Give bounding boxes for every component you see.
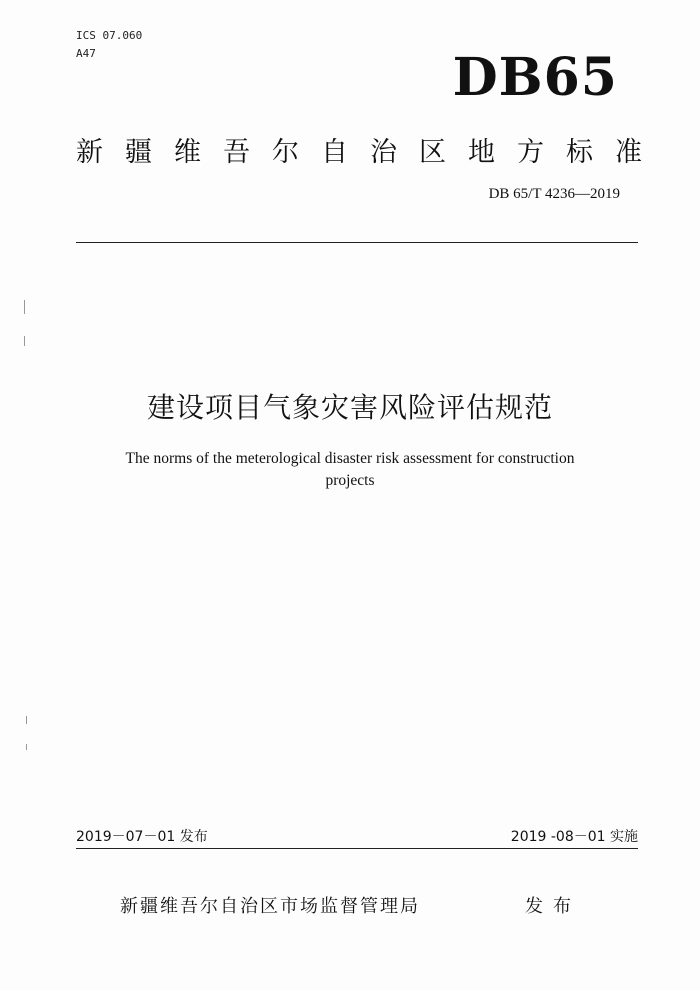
- title-english: [90, 448, 610, 492]
- standard-number: DB 65/T 4236—2019: [488, 186, 620, 202]
- standard-type-char: 吾: [223, 137, 250, 168]
- scan-speck: [24, 336, 25, 346]
- standard-type-char: 区: [419, 137, 446, 168]
- standard-type-char: 治: [370, 137, 397, 168]
- issue-label: 发布: [525, 896, 581, 917]
- standard-type-char: 自: [321, 137, 348, 168]
- standard-type-char: 疆: [125, 137, 152, 168]
- title-english-line2: projects: [325, 472, 375, 489]
- title-english-line1: The norms of the meterological disaster risk assessment for construction: [125, 450, 575, 467]
- standard-type-char: 地: [468, 137, 495, 168]
- title-chinese: 建设项目气象灾害风险评估规范: [146, 391, 553, 424]
- standard-type-char: 维: [174, 137, 201, 168]
- bottom-divider: [76, 848, 638, 849]
- standard-type-char: 标: [566, 137, 593, 168]
- top-divider: [76, 242, 638, 243]
- standard-type-char: 新: [76, 137, 103, 168]
- scan-speck: [24, 300, 25, 314]
- scan-speck: [26, 716, 27, 724]
- scan-speck: [26, 744, 27, 750]
- classification-code: A47: [76, 47, 96, 60]
- implementation-date: 2019 -08－01 实施: [510, 829, 638, 845]
- standard-type-char: 方: [517, 137, 544, 168]
- issue-date: 2019－07－01 发布: [76, 829, 208, 845]
- standard-type-heading: [76, 130, 642, 169]
- standard-type-char: 准: [615, 137, 642, 168]
- ics-code: ICS 07.060: [76, 29, 143, 42]
- issuing-authority: 新疆维吾尔自治区市场监督管理局: [120, 896, 420, 917]
- db65-logo: DB65: [452, 47, 618, 108]
- standard-type-char: 尔: [272, 137, 299, 168]
